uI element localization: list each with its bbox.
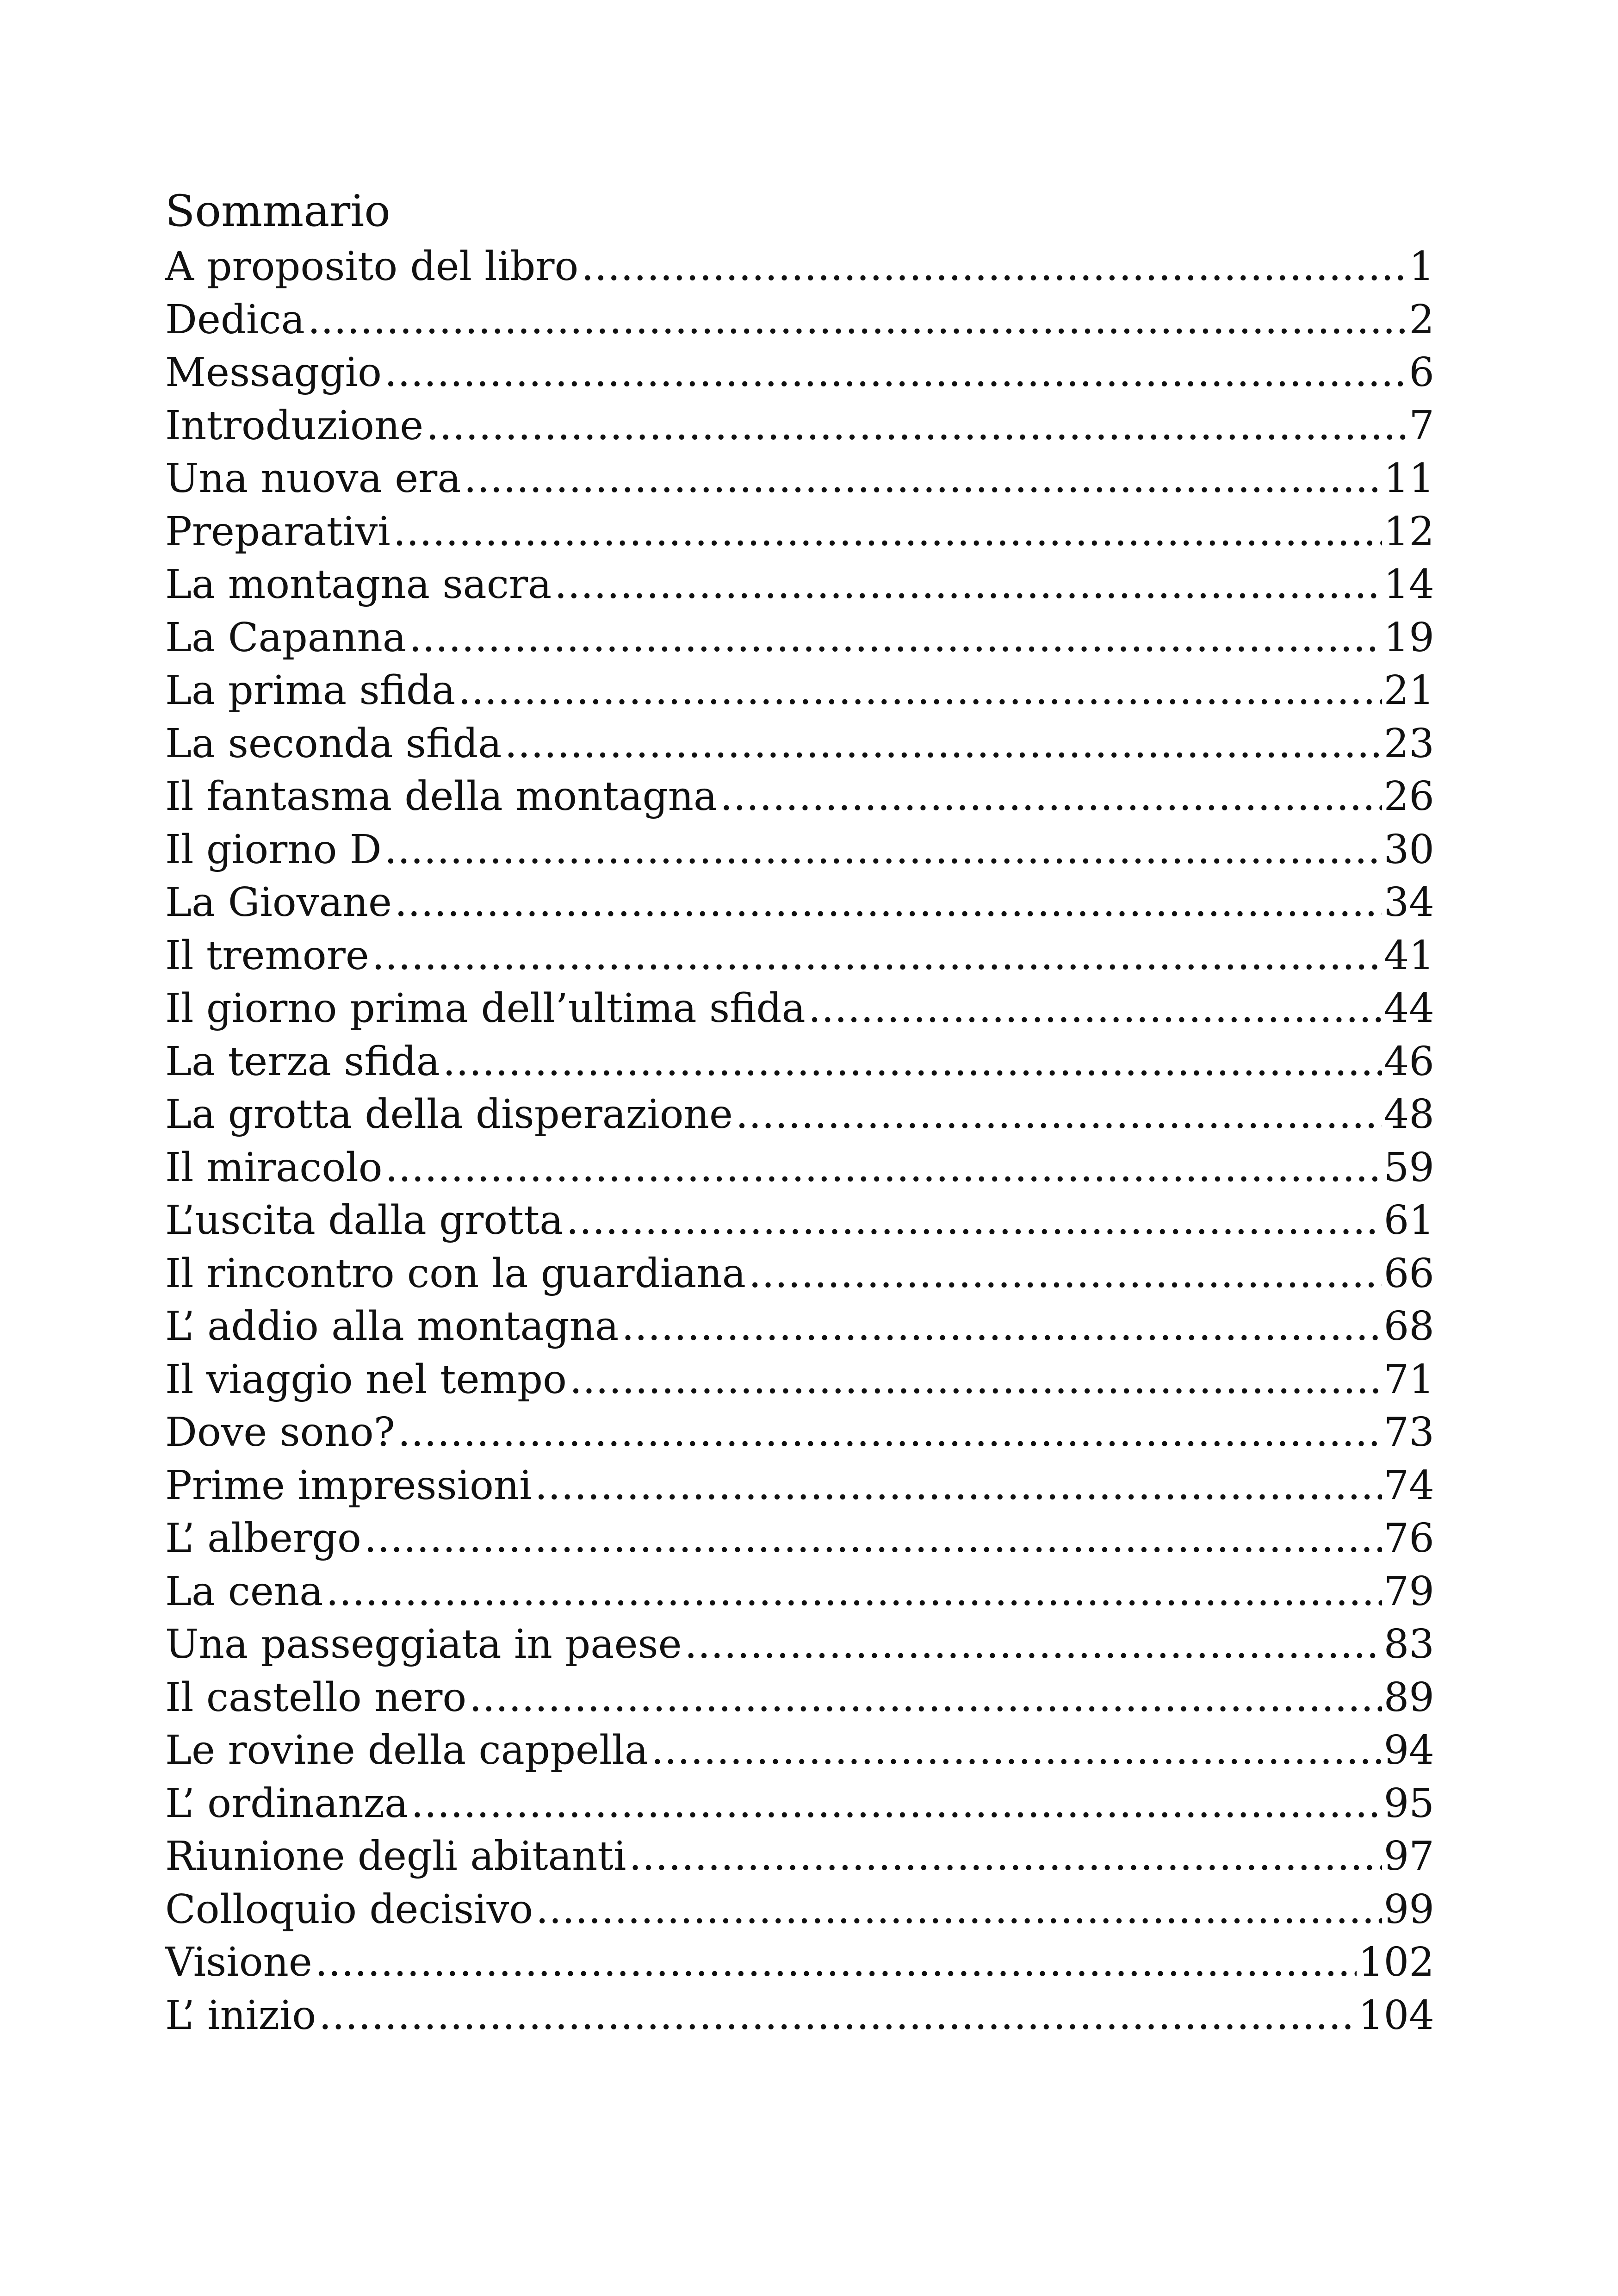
toc-dot-leader bbox=[319, 1989, 1357, 2042]
toc-entry-page-number: 7 bbox=[1409, 402, 1434, 449]
toc-entry-label: Il miracolo bbox=[165, 1144, 383, 1191]
toc-entry[interactable] bbox=[165, 505, 1434, 559]
toc-entry-label: L’ addio alla montagna bbox=[165, 1303, 619, 1350]
toc-entry-page-number: 99 bbox=[1383, 1886, 1434, 1933]
toc-entry[interactable] bbox=[165, 1353, 1434, 1406]
toc-dot-leader bbox=[621, 1300, 1382, 1353]
toc-entry-label: La seconda sfida bbox=[165, 720, 502, 767]
toc-dot-leader bbox=[458, 664, 1382, 717]
toc-entry[interactable] bbox=[165, 399, 1434, 453]
toc-entry-page-number: 79 bbox=[1383, 1568, 1434, 1615]
toc-entry-label: A proposito del libro bbox=[165, 243, 579, 290]
toc-dot-leader bbox=[581, 240, 1407, 293]
toc-entry-label: Una passeggiata in paese bbox=[165, 1621, 682, 1668]
toc-entry[interactable] bbox=[165, 1512, 1434, 1565]
toc-entry-label: La prima sfida bbox=[165, 667, 456, 714]
toc-dot-leader bbox=[385, 1141, 1382, 1195]
toc-entry-page-number: 14 bbox=[1383, 561, 1434, 608]
toc-dot-leader bbox=[570, 1353, 1382, 1406]
toc-dot-leader bbox=[651, 1724, 1382, 1777]
toc-entry-page-number: 12 bbox=[1383, 508, 1434, 555]
toc-dot-leader bbox=[464, 452, 1382, 505]
toc-entry[interactable] bbox=[165, 452, 1434, 505]
toc-entry[interactable] bbox=[165, 293, 1434, 347]
toc-entry-label: L’ inizio bbox=[165, 1992, 316, 2039]
toc-entry[interactable] bbox=[165, 1883, 1434, 1936]
toc-entry[interactable] bbox=[165, 1088, 1434, 1141]
toc-dot-leader bbox=[426, 399, 1407, 453]
toc-entry[interactable] bbox=[165, 664, 1434, 717]
toc-entry[interactable] bbox=[165, 982, 1434, 1035]
toc-entry[interactable] bbox=[165, 1459, 1434, 1512]
toc-entry-page-number: 95 bbox=[1383, 1780, 1434, 1827]
toc-entry-label: Il viaggio nel tempo bbox=[165, 1356, 567, 1403]
toc-entry-label: Le rovine della cappella bbox=[165, 1727, 649, 1773]
toc-entry[interactable] bbox=[165, 1194, 1434, 1247]
toc-entry-page-number: 89 bbox=[1383, 1674, 1434, 1721]
toc-entry-page-number: 2 bbox=[1409, 296, 1434, 343]
toc-dot-leader bbox=[535, 1459, 1382, 1512]
toc-entry-label: Il giorno D bbox=[165, 826, 382, 873]
toc-entry[interactable] bbox=[165, 770, 1434, 823]
toc-entry-label: Visione bbox=[165, 1939, 312, 1985]
toc-entry[interactable] bbox=[165, 823, 1434, 877]
toc-entry-page-number: 76 bbox=[1383, 1515, 1434, 1562]
toc-dot-leader bbox=[443, 1035, 1382, 1089]
toc-entry-page-number: 6 bbox=[1409, 349, 1434, 396]
toc-dot-leader bbox=[469, 1671, 1382, 1724]
toc-dot-leader bbox=[384, 823, 1382, 877]
toc-entry-page-number: 23 bbox=[1383, 720, 1434, 767]
toc-entry-page-number: 34 bbox=[1383, 879, 1434, 926]
toc-entry[interactable] bbox=[165, 1777, 1434, 1830]
toc-entry-label: La grotta della disperazione bbox=[165, 1091, 733, 1138]
toc-dot-leader bbox=[393, 505, 1382, 559]
toc-entry[interactable] bbox=[165, 1830, 1434, 1883]
toc-dot-leader bbox=[554, 558, 1382, 611]
toc-entry[interactable] bbox=[165, 611, 1434, 665]
toc-dot-leader bbox=[395, 876, 1382, 929]
toc-entry-page-number: 26 bbox=[1383, 773, 1434, 820]
toc-dot-leader bbox=[808, 982, 1382, 1035]
toc-entry-page-number: 83 bbox=[1383, 1621, 1434, 1668]
toc-dot-leader bbox=[364, 1512, 1382, 1565]
toc-dot-leader bbox=[411, 1777, 1382, 1830]
toc-entry[interactable] bbox=[165, 1247, 1434, 1300]
toc-dot-leader bbox=[629, 1830, 1382, 1883]
toc-entry-page-number: 74 bbox=[1383, 1462, 1434, 1509]
toc-entry-label: Il giorno prima dell’ultima sfida bbox=[165, 985, 806, 1032]
toc-dot-leader bbox=[566, 1194, 1382, 1247]
toc-entry-label: Il fantasma della montagna bbox=[165, 773, 718, 820]
toc-entry-page-number: 59 bbox=[1383, 1144, 1434, 1191]
toc-entry-label: Introduzione bbox=[165, 402, 424, 449]
toc-dot-leader bbox=[384, 346, 1407, 399]
toc-entry-page-number: 94 bbox=[1383, 1727, 1434, 1773]
toc-entry[interactable] bbox=[165, 717, 1434, 771]
toc-title: Sommario bbox=[165, 186, 391, 236]
toc-entry[interactable] bbox=[165, 929, 1434, 983]
toc-entry[interactable] bbox=[165, 1141, 1434, 1195]
toc-entry[interactable] bbox=[165, 1724, 1434, 1777]
toc-entry-label: Dedica bbox=[165, 296, 305, 343]
toc-entry-page-number: 1 bbox=[1409, 243, 1434, 290]
toc-entry-label: Il tremore bbox=[165, 932, 369, 979]
toc-entry-label: L’ ordinanza bbox=[165, 1780, 409, 1827]
toc-dot-leader bbox=[308, 293, 1407, 347]
toc-entry-label: Dove sono? bbox=[165, 1409, 395, 1456]
toc-entry-page-number: 48 bbox=[1383, 1091, 1434, 1138]
toc-entry-label: Prime impressioni bbox=[165, 1462, 532, 1509]
toc-entry-label: La montagna sacra bbox=[165, 561, 552, 608]
toc-entry[interactable] bbox=[165, 346, 1434, 399]
toc-entry-label: Messaggio bbox=[165, 349, 382, 396]
toc-entry[interactable] bbox=[165, 876, 1434, 929]
toc-entry-page-number: 46 bbox=[1383, 1038, 1434, 1085]
toc-entry-page-number: 66 bbox=[1383, 1250, 1434, 1297]
toc-entry-label: La terza sfida bbox=[165, 1038, 440, 1085]
toc-dot-leader bbox=[736, 1088, 1382, 1141]
toc-entry-label: L’ albergo bbox=[165, 1515, 361, 1562]
toc-entry-page-number: 41 bbox=[1383, 932, 1434, 979]
toc-entry[interactable] bbox=[165, 558, 1434, 611]
toc-entry-page-number: 104 bbox=[1358, 1992, 1434, 2039]
toc-entry[interactable] bbox=[165, 1565, 1434, 1618]
toc-entry-page-number: 21 bbox=[1383, 667, 1434, 714]
toc-entry-label: La Giovane bbox=[165, 879, 392, 926]
toc-entry[interactable] bbox=[165, 1618, 1434, 1671]
toc-entry-label: Una nuova era bbox=[165, 455, 461, 502]
toc-entry[interactable] bbox=[165, 1035, 1434, 1089]
toc-entry-page-number: 11 bbox=[1383, 455, 1434, 502]
toc-entry-page-number: 44 bbox=[1383, 985, 1434, 1032]
toc-list bbox=[165, 240, 1434, 2042]
toc-entry-page-number: 71 bbox=[1383, 1356, 1434, 1403]
toc-entry-page-number: 30 bbox=[1383, 826, 1434, 873]
toc-entry-page-number: 73 bbox=[1383, 1409, 1434, 1456]
toc-dot-leader bbox=[749, 1247, 1382, 1300]
toc-entry[interactable] bbox=[165, 1989, 1434, 2042]
toc-entry-label: Preparativi bbox=[165, 508, 391, 555]
toc-dot-leader bbox=[315, 1936, 1357, 1989]
toc-entry-label: La cena bbox=[165, 1568, 323, 1615]
toc-entry[interactable] bbox=[165, 240, 1434, 293]
toc-entry-page-number: 19 bbox=[1383, 614, 1434, 661]
toc-dot-leader bbox=[398, 1406, 1382, 1459]
toc-entry-label: L’uscita dalla grotta bbox=[165, 1197, 564, 1244]
toc-dot-leader bbox=[505, 717, 1382, 771]
toc-entry-label: Colloquio decisivo bbox=[165, 1886, 533, 1933]
toc-dot-leader bbox=[536, 1883, 1382, 1936]
toc-entry-page-number: 61 bbox=[1383, 1197, 1434, 1244]
toc-entry-page-number: 97 bbox=[1383, 1833, 1434, 1879]
toc-entry-label: La Capanna bbox=[165, 614, 407, 661]
toc-entry-label: Il rincontro con la guardiana bbox=[165, 1250, 746, 1297]
toc-entry-page-number: 102 bbox=[1358, 1939, 1434, 1985]
table-of-contents bbox=[165, 183, 1434, 2042]
toc-entry[interactable] bbox=[165, 1936, 1434, 1989]
toc-dot-leader bbox=[326, 1565, 1382, 1618]
toc-entry-label: Il castello nero bbox=[165, 1674, 467, 1721]
toc-entry-page-number: 68 bbox=[1383, 1303, 1434, 1350]
toc-entry-label: Riunione degli abitanti bbox=[165, 1833, 626, 1879]
toc-dot-leader bbox=[685, 1618, 1382, 1671]
toc-entry[interactable] bbox=[165, 1671, 1434, 1724]
toc-dot-leader bbox=[372, 929, 1382, 983]
toc-dot-leader bbox=[409, 611, 1382, 665]
toc-dot-leader bbox=[720, 770, 1382, 823]
toc-entry[interactable] bbox=[165, 1406, 1434, 1459]
toc-entry[interactable] bbox=[165, 1300, 1434, 1353]
